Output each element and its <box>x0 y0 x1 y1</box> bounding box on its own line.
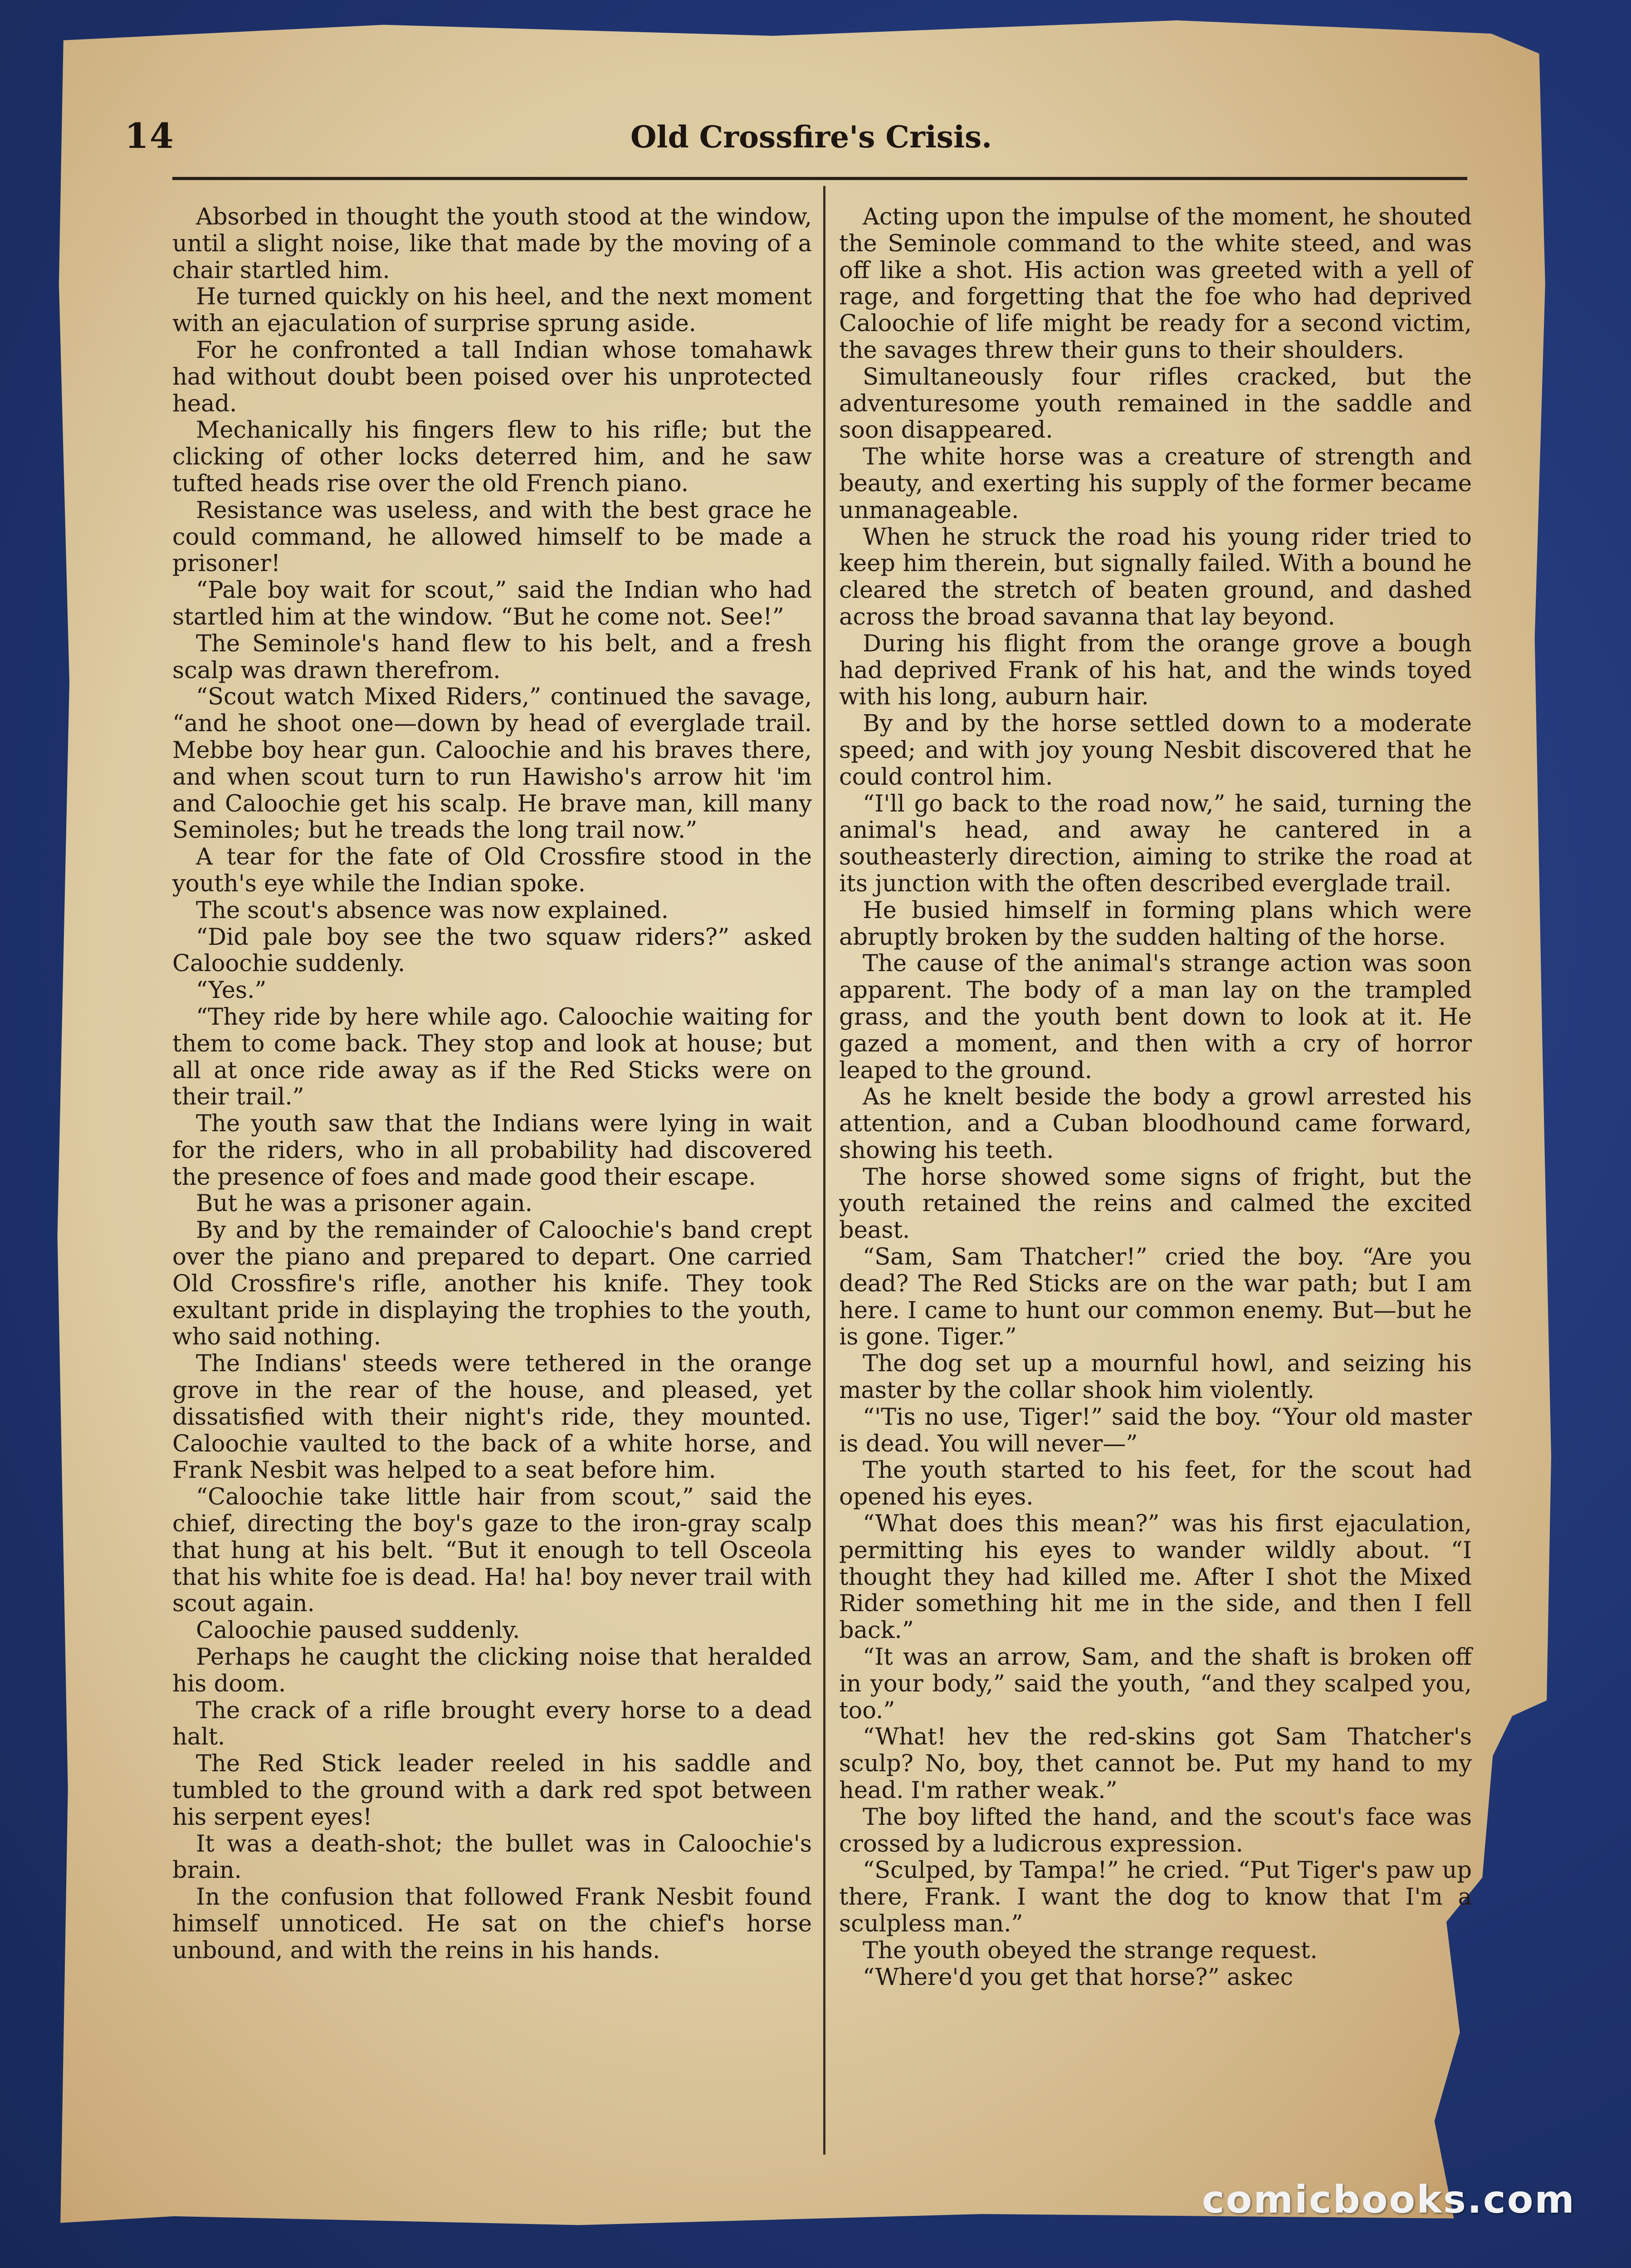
paragraph: But he was a prisoner again. <box>196 1190 532 1217</box>
paragraph: It was a death-shot; the bullet was in Caloochie's brain. <box>172 1830 812 1884</box>
paragraph: The Indians' steeds were tethered in the orange grove in the rear of the house, and pleased, yet dissatisfied with their night's ride, they mounted. Caloochie vaulted to the back of a white horse, and Frank Nesbit was helped to a seat before him. <box>172 1350 812 1484</box>
paragraph: The dog set up a mournful howl, and seizing his master by the collar shook him violently. <box>839 1350 1472 1404</box>
paragraph: The youth saw that the Indians were lying in wait for the riders, who in all probability had discovered the presence of foes and made good their escape. <box>172 1110 812 1191</box>
paragraph: In the confusion that followed Frank Nesbit found himself unnoticed. He sat on the chief's horse unbound, and with the reins in his hands. <box>172 1884 812 1964</box>
header-rule <box>172 177 1467 180</box>
paragraph: The white horse was a creature of strength and beauty, and exerting his supply of the former became unmanageable. <box>839 444 1472 524</box>
paragraph: The boy lifted the hand, and the scout's face was crossed by a ludicrous expression. <box>839 1804 1472 1857</box>
column-left <box>172 204 812 1965</box>
paragraph: “Where'd you get that horse?” askec <box>863 1964 1294 1991</box>
paragraph: By and by the horse settled down to a moderate speed; and with joy young Nesbit discovered that he could control him. <box>839 710 1472 791</box>
paragraph: When he struck the road his young rider tried to keep him therein, but signally failed. With a bound he cleared the stretch of beaten ground, and dashed across the broad savanna that lay beyond. <box>839 523 1472 631</box>
paragraph: “What does this mean?” was his first ejaculation, permitting his eyes to wander wildly about. “I thought they had killed me. After I shot the Mixed Rider something hit me in the side, and then I fell back.” <box>839 1510 1472 1644</box>
paragraph: Perhaps he caught the clicking noise that heralded his doom. <box>172 1644 812 1697</box>
paragraph: The cause of the animal's strange action was soon apparent. The body of a man lay on the trampled grass, and the youth bent down to look at it. He gazed a moment, and then with a cry of horror leaped to the ground. <box>839 950 1472 1084</box>
paragraph: The Red Stick leader reeled in his saddle and tumbled to the ground with a dark red spot between his serpent eyes! <box>172 1750 812 1831</box>
page-header <box>125 116 1476 166</box>
paragraph: Mechanically his fingers flew to his rifle; but the clicking of other locks deterred him, and he saw tufted heads rise over the old French piano. <box>172 417 812 497</box>
column-right <box>839 204 1472 1991</box>
paragraph: During his flight from the orange grove a bough had deprived Frank of his hat, and the winds toyed with his long, auburn hair. <box>839 630 1472 711</box>
paragraph: As he knelt beside the body a growl arrested his attention, and a Cuban bloodhound came forward, showing his teeth. <box>839 1084 1472 1164</box>
paragraph: Absorbed in thought the youth stood at the window, until a slight noise, like that made by the moving of a chair startled him. <box>172 204 812 284</box>
paragraph: He busied himself in forming plans which were abruptly broken by the sudden halting of the horse. <box>839 897 1472 951</box>
paragraph: “I'll go back to the road now,” he said, turning the animal's head, and away he cantered in a southeasterly direction, aiming to strike the road at its junction with the often described everglade trail. <box>839 790 1472 897</box>
paragraph: “It was an arrow, Sam, and the shaft is broken off in your body,” said the youth, “and they scalped you, too.” <box>839 1644 1472 1724</box>
paragraph: “Sculped, by Tampa!” he cried. “Put Tiger's paw up there, Frank. I want the dog to know that I'm a sculpless man.” <box>839 1857 1472 1937</box>
paragraph: “'Tis no use, Tiger!” said the boy. “Your old master is dead. You will never—” <box>839 1403 1472 1457</box>
watermark: comicbooks.com <box>1202 2177 1576 2222</box>
paragraph: The scout's absence was now explained. <box>196 897 669 924</box>
paragraph: Resistance was useless, and with the best grace he could command, he allowed himself to be made a prisoner! <box>172 497 812 577</box>
paragraph: The crack of a rifle brought every horse to a dead halt. <box>172 1697 812 1751</box>
paragraph: “Yes.” <box>196 977 267 1004</box>
page-number: 14 <box>125 116 175 156</box>
paragraph: The youth obeyed the strange request. <box>863 1937 1318 1964</box>
paragraph: By and by the remainder of Caloochie's band crept over the piano and prepared to depart. One carried Old Crossfire's rifle, another his knife. They took exultant pride in displaying the trophies to the youth, who said nothing. <box>172 1217 812 1351</box>
paragraph: “Pale boy wait for scout,” said the Indian who had startled him at the window. “But he come not. See!” <box>172 577 812 631</box>
paragraph: “Did pale boy see the two squaw riders?” asked Caloochie suddenly. <box>172 924 812 978</box>
column-divider <box>823 186 825 2155</box>
paragraph: The youth started to his feet, for the scout had opened his eyes. <box>839 1457 1472 1511</box>
paragraph: For he confronted a tall Indian whose tomahawk had without doubt been poised over his unprotected head. <box>172 337 812 417</box>
paragraph: “Sam, Sam Thatcher!” cried the boy. “Are you dead? The Red Sticks are on the war path; but I am here. I came to hunt our common enemy. But—but he is gone. Tiger.” <box>839 1244 1472 1351</box>
paragraph: Simultaneously four rifles cracked, but the adventuresome youth remained in the saddle and soon disappeared. <box>839 363 1472 444</box>
paragraph: Caloochie paused suddenly. <box>196 1617 520 1644</box>
paragraph: Acting upon the impulse of the moment, he shouted the Seminole command to the white steed, and was off like a shot. His action was greeted with a yell of rage, and forgetting that the foe who had deprived Caloochie of life might be ready for a second victim, the savages threw their guns to their shoulders. <box>839 204 1472 364</box>
paragraph: The Seminole's hand flew to his belt, and a fresh scalp was drawn therefrom. <box>172 630 812 684</box>
paragraph: The horse showed some signs of fright, but the youth retained the reins and calmed the excited beast. <box>839 1163 1472 1244</box>
paragraph: “Scout watch Mixed Riders,” continued the savage, “and he shoot one—down by head of everglade trail. Mebbe boy hear gun. Caloochie and his braves there, and when scout turn to run Hawisho's arrow hit 'im and Caloochie get his scalp. He brave man, kill many Seminoles; but he treads the long trail now.” <box>172 684 812 844</box>
paragraph: A tear for the fate of Old Crossfire stood in the youth's eye while the Indian spoke. <box>172 844 812 897</box>
paragraph: He turned quickly on his heel, and the next moment with an ejaculation of surprise sprung aside. <box>172 284 812 337</box>
paragraph: “Caloochie take little hair from scout,” said the chief, directing the boy's gaze to the iron-gray scalp that hung at his belt. “But it enough to tell Osceola that his white foe is dead. Ha! ha! boy never trail with scout again. <box>172 1484 812 1618</box>
paragraph: “What! hev the red-skins got Sam Thatcher's sculp? No, boy, thet cannot be. Put my hand to my head. I'm rather weak.” <box>839 1724 1472 1804</box>
paragraph: “They ride by here while ago. Caloochie waiting for them to come back. They stop and look at house; but all at once ride away as if the Red Sticks were on their trail.” <box>172 1003 812 1111</box>
running-title: Old Crossfire's Crisis. <box>630 119 992 155</box>
